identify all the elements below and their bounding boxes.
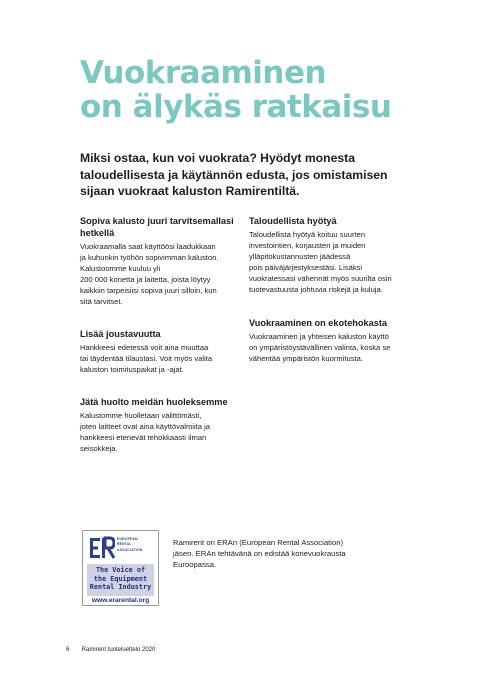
era-tagline-line: the Equipment	[93, 574, 148, 583]
page-footer	[66, 646, 155, 654]
era-tagline-line: Rental Industry	[89, 583, 152, 591]
title-line-1: Vuokraaminen	[80, 55, 327, 91]
page-title	[80, 56, 440, 124]
section-financial-benefit	[249, 215, 419, 296]
body-line: Vuokraaminen ja yhteisen kaluston käyttö	[249, 332, 389, 341]
body-line: ylläpitokustannusten jäädessä	[249, 252, 351, 262]
body-line: ja kuhunkin työhön sopivimman kaluston.	[80, 253, 219, 263]
section-flexibility	[80, 328, 240, 375]
section-body	[249, 229, 419, 296]
lead-paragraph: Miksi ostaa, kun voi vuokrata? Hyödyt monesta taloudellisesta ja käytännön edusta, jos omistamisen sijaan vuokraat kaluston Ramirentiltä.	[80, 151, 388, 198]
body-line: joten laitteet ovat aina käyttövalmiita ja	[80, 422, 211, 432]
section-body	[80, 241, 240, 308]
body-line: Kalustomme huolletaan välittömästi,	[80, 411, 202, 420]
era-membership-text: Ramirent on ERAn (European Rental Association) jäsen. ERAn tehtävänä on edistää konevuokrausta Euroopassa.	[173, 538, 346, 570]
page-number: 6	[66, 646, 70, 653]
section-suitable-equipment	[80, 215, 240, 308]
body-line: vähentää ympäristön kuormitusta.	[249, 354, 363, 364]
body-line: Vuokraamalla saat käyttöösi laadukkaan	[80, 242, 216, 251]
section-eco-efficiency	[249, 317, 419, 364]
title-line-2: on älykäs ratkaisu	[80, 89, 392, 125]
era-sub-line: EUROPEAN	[117, 537, 138, 541]
body-line: hankkeesi etenevät tehokkaasti ilman	[80, 433, 207, 443]
era-tagline-line: The Voice of	[95, 566, 146, 574]
body-line: tuotevastuusta johtuvia riskejä ja kuluja.	[249, 285, 383, 295]
body-line: Kalustoomme kuuluu yli	[80, 264, 161, 274]
era-logo	[82, 530, 159, 606]
footer-text: Ramirent tuoteluettelo 2020	[81, 647, 156, 653]
era-url: www.erarental.org	[91, 597, 150, 604]
section-maintenance	[80, 396, 240, 454]
section-body	[80, 410, 240, 454]
body-line: vuokratessasi vähennät myös suurilta osin	[249, 274, 392, 284]
body-line: sitä tarvitset.	[80, 297, 123, 307]
body-line: on ympäristöystävällinen valinta, koska se	[249, 343, 391, 353]
body-line: seisokkeja.	[80, 444, 118, 454]
body-line: tai täydentää tilaustasi. Voit myös valita	[80, 354, 213, 364]
era-sub-line: ASSOCIATION	[117, 547, 143, 552]
body-line: Taloudellista hyötyä koituu suurten	[249, 230, 366, 239]
section-heading: Lisää joustavuutta	[80, 329, 161, 339]
section-heading: Vuokraaminen on ekotehokasta	[249, 318, 388, 328]
body-line: investointien, korjausten ja muiden	[249, 241, 366, 251]
section-heading: Taloudellista hyötyä	[249, 216, 337, 226]
body-line: kaikkiin tarpeisiisi sopiva juuri silloin, kun	[80, 286, 217, 296]
era-subtitle	[117, 537, 143, 553]
era-sub-line: RENTAL	[117, 542, 132, 547]
era-tagline	[87, 564, 154, 596]
section-body	[80, 342, 240, 375]
section-heading: Jätä huolto meidän huoleksemme	[80, 397, 228, 407]
body-line: kaluston toimituspaikat ja -ajat.	[80, 365, 184, 375]
body-line: 200 000 konetta ja laitetta, joista löytyy	[80, 275, 211, 285]
section-heading: Sopiva kalusto juuri tarvitsemallasi hetkellä	[80, 216, 234, 238]
body-line: pois päiväjärjestyksestäsi. Lisäksi	[249, 263, 363, 273]
body-line: Hankkeesi edetessä voit aina muuttaa	[80, 343, 209, 352]
era-mark-icon	[89, 536, 115, 560]
section-body	[249, 331, 419, 364]
